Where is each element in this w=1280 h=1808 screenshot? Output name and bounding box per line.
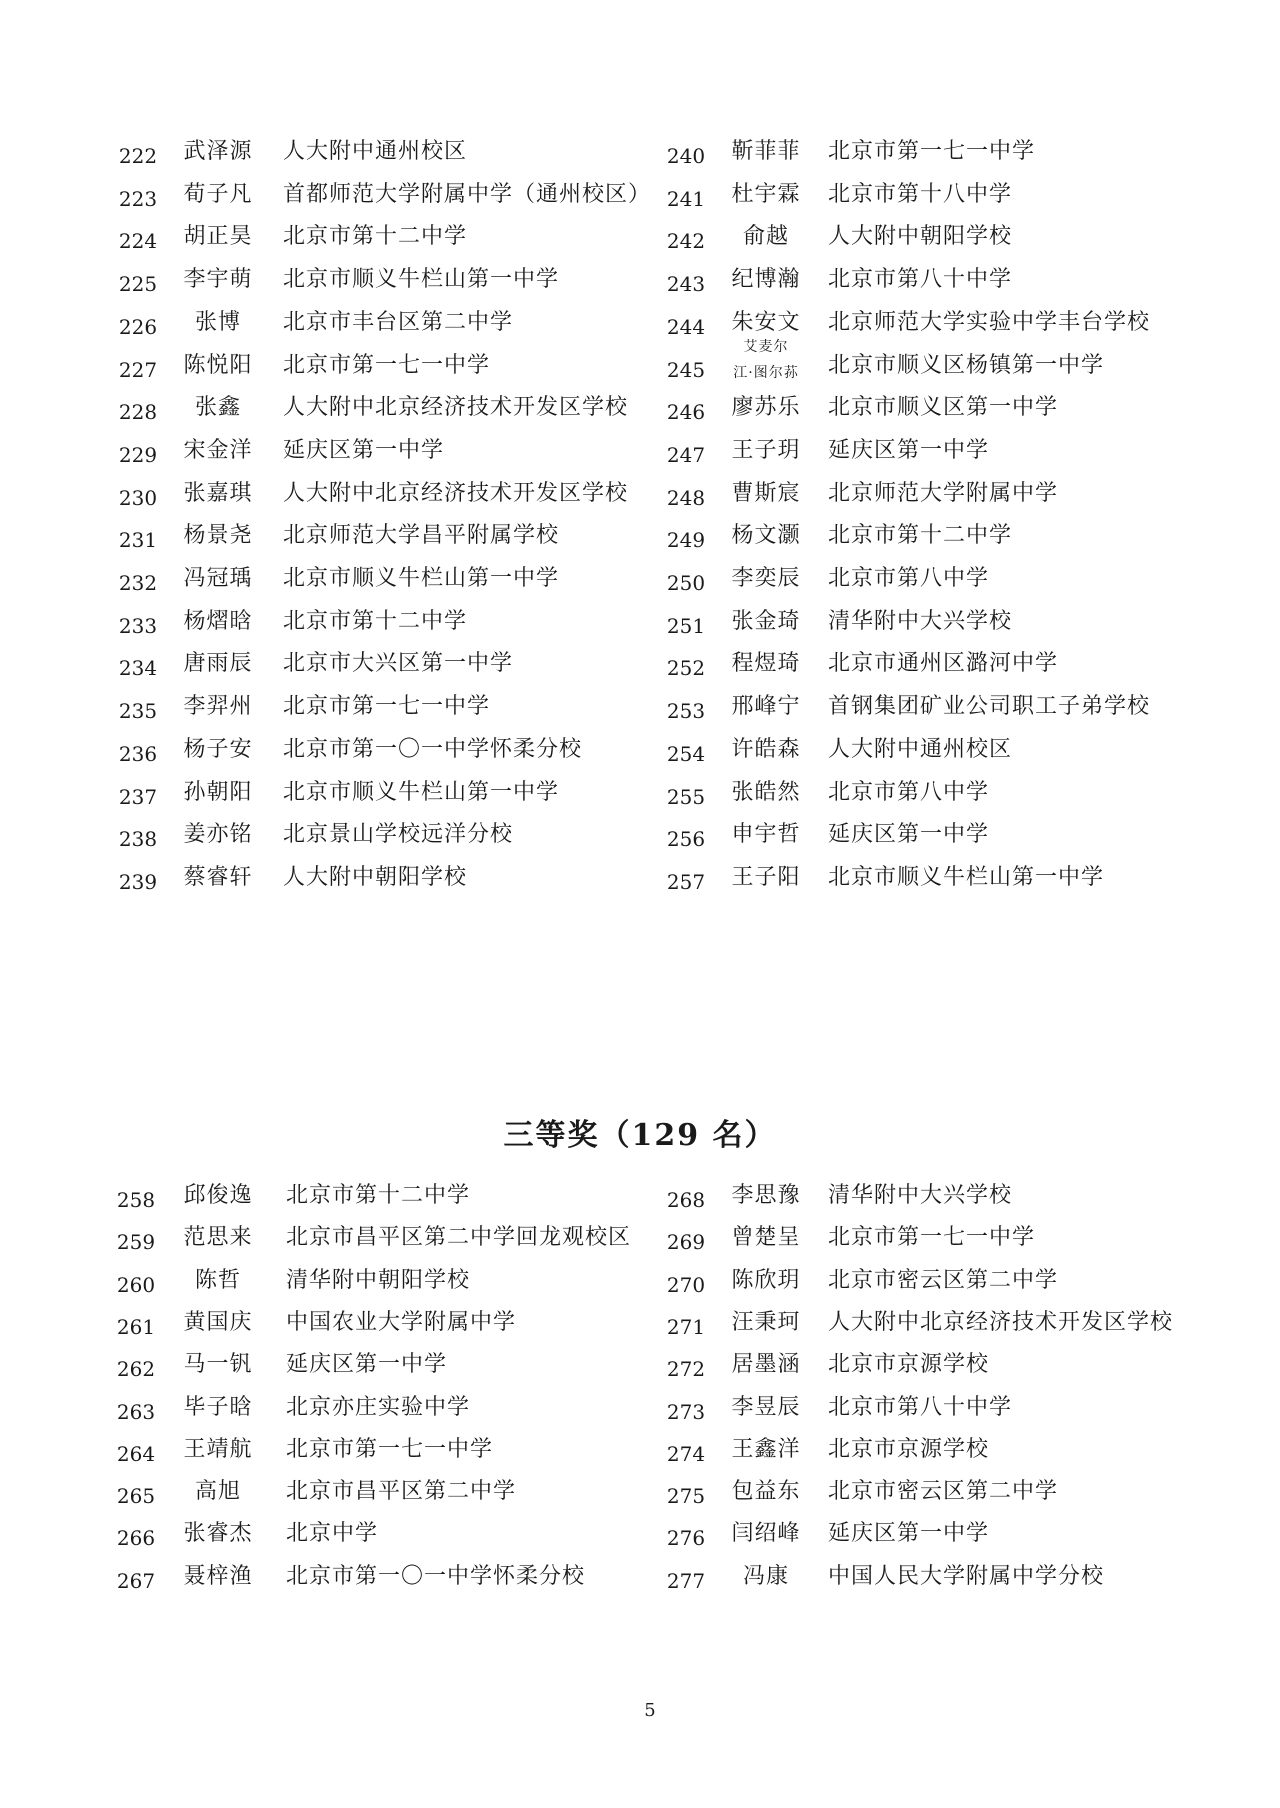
student-name: 王靖航 xyxy=(183,1436,253,1462)
list-item xyxy=(108,775,668,815)
school-name: 北京市顺义牛栏山第一中学 xyxy=(828,864,1105,890)
entry-number: 262 xyxy=(116,1357,156,1382)
school-name: 北京市通州区潞河中学 xyxy=(828,651,1059,677)
list-item xyxy=(106,1263,666,1303)
school-name: 清华附中大兴学校 xyxy=(828,1183,1013,1208)
student-name: 马一钒 xyxy=(183,1352,253,1378)
entry-number: 226 xyxy=(118,314,158,339)
list-item xyxy=(108,390,668,430)
list-item xyxy=(656,1220,1216,1260)
school-name: 北京市密云区第二中学 xyxy=(828,1267,1059,1293)
school-name: 北京市第十八中学 xyxy=(828,181,1013,207)
list-item xyxy=(656,817,1216,857)
list-item xyxy=(656,646,1216,686)
student-name: 张睿杰 xyxy=(183,1521,253,1547)
student-name: 李羿州 xyxy=(183,694,253,720)
entry-number: 258 xyxy=(116,1188,156,1212)
list-item xyxy=(656,476,1216,516)
entry-number: 225 xyxy=(118,272,158,297)
student-name: 程煜琦 xyxy=(731,651,801,677)
school-name: 北京市第一〇一中学怀柔分校 xyxy=(286,1563,586,1589)
school-name: 人大附中北京经济技术开发区学校 xyxy=(283,395,629,421)
school-name: 首都师范大学附属中学（通州校区） xyxy=(283,181,652,207)
list-item xyxy=(106,1390,666,1430)
list-item xyxy=(656,433,1216,473)
student-name: 杨子安 xyxy=(183,736,253,762)
school-name: 北京市昌平区第二中学 xyxy=(286,1479,517,1505)
student-name: 冯康 xyxy=(742,1563,789,1589)
entry-number: 239 xyxy=(118,869,158,894)
list-item xyxy=(656,1263,1216,1303)
entry-number: 275 xyxy=(666,1484,706,1509)
list-item xyxy=(106,1220,666,1260)
entry-number: 265 xyxy=(116,1484,156,1509)
student-name: 邱俊逸 xyxy=(183,1183,253,1208)
list-item xyxy=(108,860,668,900)
list-item xyxy=(656,689,1216,729)
school-name: 清华附中大兴学校 xyxy=(828,608,1013,634)
student-name: 王鑫洋 xyxy=(731,1436,801,1462)
student-name: 纪博瀚 xyxy=(731,267,801,293)
entry-number: 241 xyxy=(666,186,706,211)
list-item xyxy=(108,134,668,174)
list-item xyxy=(108,732,668,772)
list-item xyxy=(108,262,668,302)
entry-number: 240 xyxy=(666,144,706,168)
school-name: 北京市第八十中学 xyxy=(828,1394,1013,1420)
student-name: 申宇哲 xyxy=(731,822,801,848)
school-name: 北京市第一七一中学 xyxy=(283,694,491,720)
school-name: 北京市第一七一中学 xyxy=(283,352,491,378)
list-item xyxy=(108,476,668,516)
entry-number: 274 xyxy=(666,1441,706,1466)
school-name: 人大附中通州校区 xyxy=(283,139,468,164)
school-name: 北京市顺义牛栏山第一中学 xyxy=(283,779,560,805)
school-name: 北京市第十二中学 xyxy=(283,608,468,634)
school-name: 北京市顺义牛栏山第一中学 xyxy=(283,267,560,293)
student-name: 陈哲 xyxy=(194,1267,241,1293)
list-item xyxy=(656,390,1216,430)
entry-number: 273 xyxy=(666,1399,706,1424)
entry-number: 267 xyxy=(116,1568,156,1593)
entry-number: 235 xyxy=(118,699,158,724)
list-item xyxy=(656,604,1216,644)
list-item xyxy=(106,1305,666,1345)
entry-number: 270 xyxy=(666,1272,706,1297)
student-name: 张博 xyxy=(194,309,241,335)
school-name: 延庆区第一中学 xyxy=(286,1352,448,1378)
list-item xyxy=(656,1559,1216,1599)
school-name: 北京市第十二中学 xyxy=(283,224,468,250)
list-item xyxy=(656,262,1216,302)
entry-number: 253 xyxy=(666,699,706,724)
student-name: 杨景尧 xyxy=(183,523,253,549)
entry-number: 227 xyxy=(118,357,158,382)
student-name-line1: 艾麦尔 xyxy=(743,338,789,355)
student-name: 张鑫 xyxy=(194,395,241,421)
entry-number: 237 xyxy=(118,784,158,809)
entry-number: 261 xyxy=(116,1314,156,1339)
entry-number: 268 xyxy=(666,1188,706,1212)
school-name: 北京市大兴区第一中学 xyxy=(283,651,514,677)
entry-number: 234 xyxy=(118,656,158,681)
entry-number: 252 xyxy=(666,656,706,681)
school-name: 首钢集团矿业公司职工子弟学校 xyxy=(828,694,1151,720)
entry-number: 264 xyxy=(116,1441,156,1466)
entry-number: 256 xyxy=(666,827,706,852)
list-item xyxy=(656,1474,1216,1514)
entry-number: 254 xyxy=(666,741,706,766)
school-name: 北京市顺义区杨镇第一中学 xyxy=(828,352,1105,378)
list-item xyxy=(108,817,668,857)
school-name: 延庆区第一中学 xyxy=(828,1521,990,1547)
student-name: 朱安文 xyxy=(731,309,801,335)
student-name: 曹斯宸 xyxy=(731,480,801,506)
student-name: 毕子晗 xyxy=(183,1394,253,1420)
school-name: 北京师范大学实验中学丰台学校 xyxy=(828,309,1151,335)
school-name: 中国农业大学附属中学 xyxy=(286,1309,517,1335)
school-name: 人大附中北京经济技术开发区学校 xyxy=(283,480,629,506)
entry-number: 277 xyxy=(666,1568,706,1593)
entry-number: 250 xyxy=(666,571,706,595)
entry-number: 251 xyxy=(666,613,706,638)
entry-number: 247 xyxy=(666,442,706,467)
page-number: 5 xyxy=(644,1700,656,1721)
student-name: 范思来 xyxy=(183,1225,253,1251)
student-name: 胡正昊 xyxy=(183,224,253,250)
entry-number: 244 xyxy=(666,314,706,339)
entry-number: 260 xyxy=(116,1272,156,1297)
list-item xyxy=(656,1178,1216,1218)
list-item xyxy=(108,561,668,601)
school-name: 北京市京源学校 xyxy=(828,1352,990,1378)
student-name: 邢峰宁 xyxy=(731,694,801,720)
student-name: 张金琦 xyxy=(731,608,801,634)
school-name: 北京市京源学校 xyxy=(828,1436,990,1462)
school-name: 北京市第八中学 xyxy=(828,779,990,805)
school-name: 北京市第一〇一中学怀柔分校 xyxy=(283,736,583,762)
entry-number: 243 xyxy=(666,272,706,297)
school-name: 清华附中朝阳学校 xyxy=(286,1267,471,1293)
student-name: 王子阳 xyxy=(731,864,801,890)
student-name xyxy=(716,334,816,386)
student-name: 居墨涵 xyxy=(731,1352,801,1378)
student-name: 张皓然 xyxy=(731,779,801,805)
entry-number: 248 xyxy=(666,485,706,510)
list-item xyxy=(108,305,668,345)
list-item xyxy=(656,177,1216,217)
school-name: 北京亦庄实验中学 xyxy=(286,1394,471,1420)
student-name: 许皓森 xyxy=(731,736,801,762)
list-item xyxy=(108,689,668,729)
list-item xyxy=(108,646,668,686)
entry-number: 229 xyxy=(118,442,158,467)
section-title: 三等奖（129 名） xyxy=(503,1118,777,1153)
list-item xyxy=(656,1347,1216,1387)
list-item xyxy=(656,860,1216,900)
entry-number: 263 xyxy=(116,1399,156,1424)
entry-number: 242 xyxy=(666,229,706,254)
student-name: 武泽源 xyxy=(183,139,253,164)
student-name: 廖苏乐 xyxy=(731,395,801,421)
entry-number: 255 xyxy=(666,784,706,809)
entry-number: 269 xyxy=(666,1230,706,1255)
entry-number: 246 xyxy=(666,400,706,425)
list-item xyxy=(656,518,1216,558)
list-item xyxy=(106,1474,666,1514)
school-name: 北京市第十二中学 xyxy=(286,1183,471,1208)
student-name: 包益东 xyxy=(731,1479,801,1505)
entry-number: 238 xyxy=(118,827,158,852)
school-name: 北京师范大学昌平附属学校 xyxy=(283,523,560,549)
student-name: 陈悦阳 xyxy=(183,352,253,378)
student-name-line2: 江·图尔荪 xyxy=(733,364,799,381)
student-name: 王子玥 xyxy=(731,437,801,463)
list-item xyxy=(106,1559,666,1599)
list-item xyxy=(656,338,1216,388)
entry-number: 276 xyxy=(666,1526,706,1551)
school-name: 北京中学 xyxy=(286,1521,379,1547)
entry-number: 223 xyxy=(118,186,158,211)
student-name: 聂梓渔 xyxy=(183,1563,253,1589)
school-name: 北京市第八十中学 xyxy=(828,267,1013,293)
list-item xyxy=(108,518,668,558)
student-name: 冯冠瑀 xyxy=(183,566,253,591)
student-name: 孙朝阳 xyxy=(183,779,253,805)
entry-number: 230 xyxy=(118,485,158,510)
entry-number: 266 xyxy=(116,1526,156,1551)
school-name: 北京市第一七一中学 xyxy=(828,1225,1036,1251)
school-name: 人大附中朝阳学校 xyxy=(828,224,1013,250)
student-name: 高旭 xyxy=(194,1479,241,1505)
school-name: 延庆区第一中学 xyxy=(283,437,445,463)
entry-number: 245 xyxy=(666,357,706,382)
student-name: 俞越 xyxy=(742,224,789,250)
entry-number: 224 xyxy=(118,229,158,254)
student-name: 宋金洋 xyxy=(183,437,253,463)
school-name: 北京市顺义区第一中学 xyxy=(828,395,1059,421)
entry-number: 232 xyxy=(118,571,158,595)
student-name: 闫绍峰 xyxy=(731,1521,801,1547)
school-name: 北京市第十二中学 xyxy=(828,523,1013,549)
list-item xyxy=(656,1305,1216,1345)
student-name: 杜宇霖 xyxy=(731,181,801,207)
student-name: 唐雨辰 xyxy=(183,651,253,677)
school-name: 人大附中北京经济技术开发区学校 xyxy=(828,1309,1174,1335)
student-name: 靳菲菲 xyxy=(731,139,801,164)
list-item xyxy=(108,219,668,259)
list-item xyxy=(656,1432,1216,1472)
entry-number: 231 xyxy=(118,528,158,553)
entry-number: 222 xyxy=(118,144,158,168)
entry-number: 257 xyxy=(666,869,706,894)
school-name: 北京市第一七一中学 xyxy=(286,1436,494,1462)
student-name: 姜亦铭 xyxy=(183,822,253,848)
list-item xyxy=(106,1178,666,1218)
list-item xyxy=(108,348,668,388)
list-item xyxy=(106,1516,666,1556)
school-name: 人大附中朝阳学校 xyxy=(283,864,468,890)
school-name: 中国人民大学附属中学分校 xyxy=(828,1563,1105,1589)
list-item xyxy=(656,561,1216,601)
entry-number: 249 xyxy=(666,528,706,553)
list-item xyxy=(106,1347,666,1387)
school-name: 北京市密云区第二中学 xyxy=(828,1479,1059,1505)
student-name: 李奕辰 xyxy=(731,566,801,591)
list-item xyxy=(656,775,1216,815)
entry-number: 228 xyxy=(118,400,158,425)
list-item xyxy=(656,134,1216,174)
student-name: 荀子凡 xyxy=(183,181,253,207)
student-name: 李宇萌 xyxy=(183,267,253,293)
list-item xyxy=(108,604,668,644)
student-name: 李思豫 xyxy=(731,1183,801,1208)
school-name: 延庆区第一中学 xyxy=(828,437,990,463)
school-name: 北京市昌平区第二中学回龙观校区 xyxy=(286,1225,632,1251)
student-name: 杨熠晗 xyxy=(183,608,253,634)
entry-number: 271 xyxy=(666,1314,706,1339)
entry-number: 236 xyxy=(118,741,158,766)
list-item xyxy=(656,219,1216,259)
entry-number: 272 xyxy=(666,1357,706,1382)
student-name: 汪秉珂 xyxy=(731,1309,801,1335)
student-name: 蔡睿轩 xyxy=(183,864,253,890)
school-name: 北京景山学校远洋分校 xyxy=(283,822,514,848)
entry-number: 233 xyxy=(118,613,158,638)
student-name: 陈欣玥 xyxy=(731,1267,801,1293)
school-name: 人大附中通州校区 xyxy=(828,736,1013,762)
list-item xyxy=(106,1432,666,1472)
school-name: 北京市第八中学 xyxy=(828,566,990,591)
list-item xyxy=(656,732,1216,772)
student-name: 曾楚呈 xyxy=(731,1225,801,1251)
student-name: 杨文灏 xyxy=(731,523,801,549)
list-item xyxy=(108,433,668,473)
list-item xyxy=(656,1516,1216,1556)
list-item xyxy=(656,1390,1216,1430)
student-name: 黄国庆 xyxy=(183,1309,253,1335)
school-name: 延庆区第一中学 xyxy=(828,822,990,848)
school-name: 北京市顺义牛栏山第一中学 xyxy=(283,566,560,591)
entry-number: 259 xyxy=(116,1230,156,1255)
school-name: 北京市第一七一中学 xyxy=(828,139,1036,164)
school-name: 北京市丰台区第二中学 xyxy=(283,309,514,335)
student-name: 张嘉琪 xyxy=(183,480,253,506)
student-name: 李昱辰 xyxy=(731,1394,801,1420)
list-item xyxy=(108,177,668,217)
school-name: 北京师范大学附属中学 xyxy=(828,480,1059,506)
